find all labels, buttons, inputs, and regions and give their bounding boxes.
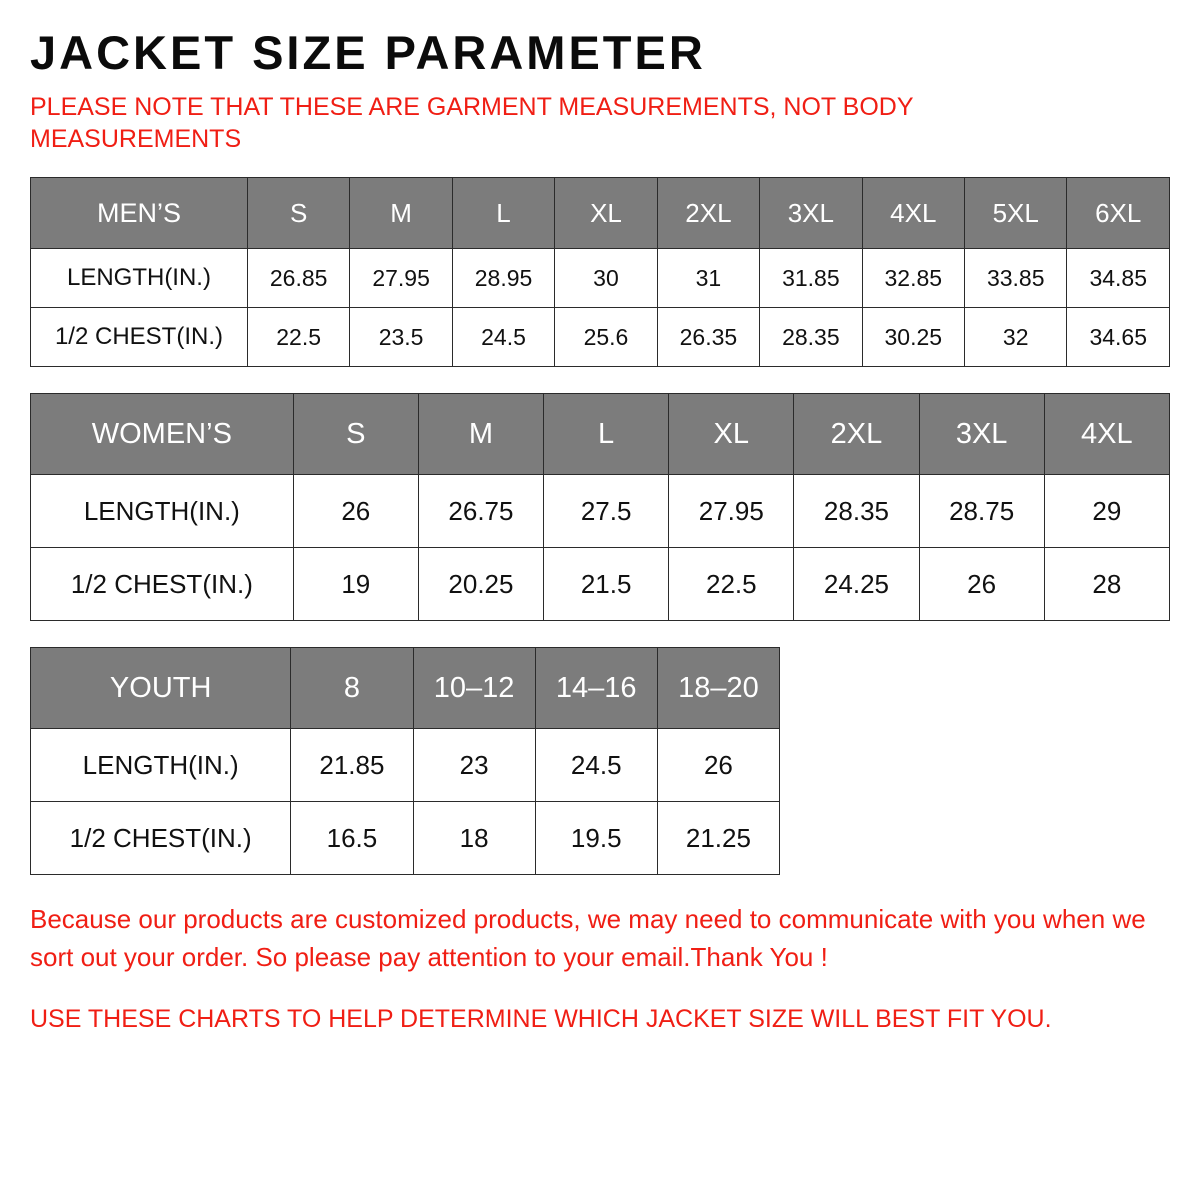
chart-usage-note: USE THESE CHARTS TO HELP DETERMINE WHICH JACKET SIZE WILL BEST FIT YOU. — [30, 1004, 1052, 1033]
table-header-cell: 4XL — [862, 178, 964, 249]
table-cell: 26 — [293, 475, 418, 548]
table-header-cell: 2XL — [657, 178, 759, 249]
table-cell: 28.35 — [760, 308, 862, 367]
table-cell: 31 — [657, 249, 759, 308]
table-header-cell: WOMEN’S — [31, 394, 294, 475]
table-header-cell: 3XL — [760, 178, 862, 249]
table-header-cell: S — [247, 178, 349, 249]
table-header-cell: S — [293, 394, 418, 475]
table-header-cell: 8 — [291, 648, 413, 729]
table-cell: 34.65 — [1067, 308, 1170, 367]
table-cell: 30 — [555, 249, 657, 308]
table-cell: 18 — [413, 802, 535, 875]
table-header-cell: 18–20 — [657, 648, 779, 729]
table-cell: 26.35 — [657, 308, 759, 367]
table-header-cell: 14–16 — [535, 648, 657, 729]
customization-note: Because our products are customized products, we may need to communicate with you when we sort out your order. So please pay attention to your email.Thank You ! — [30, 904, 1146, 973]
table-header-cell: 6XL — [1067, 178, 1170, 249]
table-cell: 27.95 — [350, 249, 452, 308]
table-header-cell: L — [544, 394, 669, 475]
table-header-cell: 3XL — [919, 394, 1044, 475]
mens-size-table — [30, 177, 1170, 367]
table-cell: 21.25 — [657, 802, 779, 875]
table-cell: 31.85 — [760, 249, 862, 308]
table-header-cell: XL — [669, 394, 794, 475]
row-label: LENGTH(IN.) — [31, 249, 248, 308]
table-cell: 27.95 — [669, 475, 794, 548]
table-cell: 28.35 — [794, 475, 919, 548]
table-cell: 28.75 — [919, 475, 1044, 548]
row-label: 1/2 CHEST(IN.) — [31, 802, 291, 875]
table-cell: 32.85 — [862, 249, 964, 308]
table-cell: 24.5 — [452, 308, 554, 367]
table-cell: 28.95 — [452, 249, 554, 308]
table-cell: 25.6 — [555, 308, 657, 367]
table-cell: 23.5 — [350, 308, 452, 367]
table-cell: 16.5 — [291, 802, 413, 875]
table-cell: 21.5 — [544, 548, 669, 621]
table-cell: 26.85 — [247, 249, 349, 308]
table-row — [31, 548, 1170, 621]
table-cell: 29 — [1044, 475, 1169, 548]
youth-size-table — [30, 647, 780, 875]
row-label: LENGTH(IN.) — [31, 475, 294, 548]
table-header-row — [31, 178, 1170, 249]
table-row — [31, 249, 1170, 308]
table-cell: 27.5 — [544, 475, 669, 548]
table-header-cell: 2XL — [794, 394, 919, 475]
table-cell: 19.5 — [535, 802, 657, 875]
table-cell: 26 — [657, 729, 779, 802]
womens-size-table — [30, 393, 1170, 621]
table-row — [31, 802, 780, 875]
row-label: 1/2 CHEST(IN.) — [31, 548, 294, 621]
table-header-cell: M — [350, 178, 452, 249]
table-row — [31, 729, 780, 802]
table-header-cell: 10–12 — [413, 648, 535, 729]
table-cell: 23 — [413, 729, 535, 802]
table-cell: 26.75 — [418, 475, 543, 548]
table-cell: 20.25 — [418, 548, 543, 621]
table-cell: 30.25 — [862, 308, 964, 367]
table-header-row — [31, 394, 1170, 475]
table-cell: 26 — [919, 548, 1044, 621]
row-label: LENGTH(IN.) — [31, 729, 291, 802]
table-cell: 24.5 — [535, 729, 657, 802]
table-header-cell: YOUTH — [31, 648, 291, 729]
table-row — [31, 475, 1170, 548]
table-cell: 22.5 — [669, 548, 794, 621]
row-label: 1/2 CHEST(IN.) — [31, 308, 248, 367]
table-header-cell: 5XL — [965, 178, 1067, 249]
measurement-note: PLEASE NOTE THAT THESE ARE GARMENT MEASUREMENTS, NOT BODY MEASUREMENTS — [30, 93, 914, 154]
table-cell: 19 — [293, 548, 418, 621]
table-cell: 34.85 — [1067, 249, 1170, 308]
table-row — [31, 308, 1170, 367]
table-cell: 24.25 — [794, 548, 919, 621]
table-header-cell: M — [418, 394, 543, 475]
table-header-cell: XL — [555, 178, 657, 249]
table-header-cell: 4XL — [1044, 394, 1169, 475]
table-cell: 22.5 — [247, 308, 349, 367]
table-cell: 21.85 — [291, 729, 413, 802]
table-cell: 32 — [965, 308, 1067, 367]
page-title: JACKET SIZE PARAMETER — [30, 26, 706, 79]
table-cell: 33.85 — [965, 249, 1067, 308]
table-cell: 28 — [1044, 548, 1169, 621]
table-header-cell: L — [452, 178, 554, 249]
table-header-cell: MEN’S — [31, 178, 248, 249]
table-header-row — [31, 648, 780, 729]
